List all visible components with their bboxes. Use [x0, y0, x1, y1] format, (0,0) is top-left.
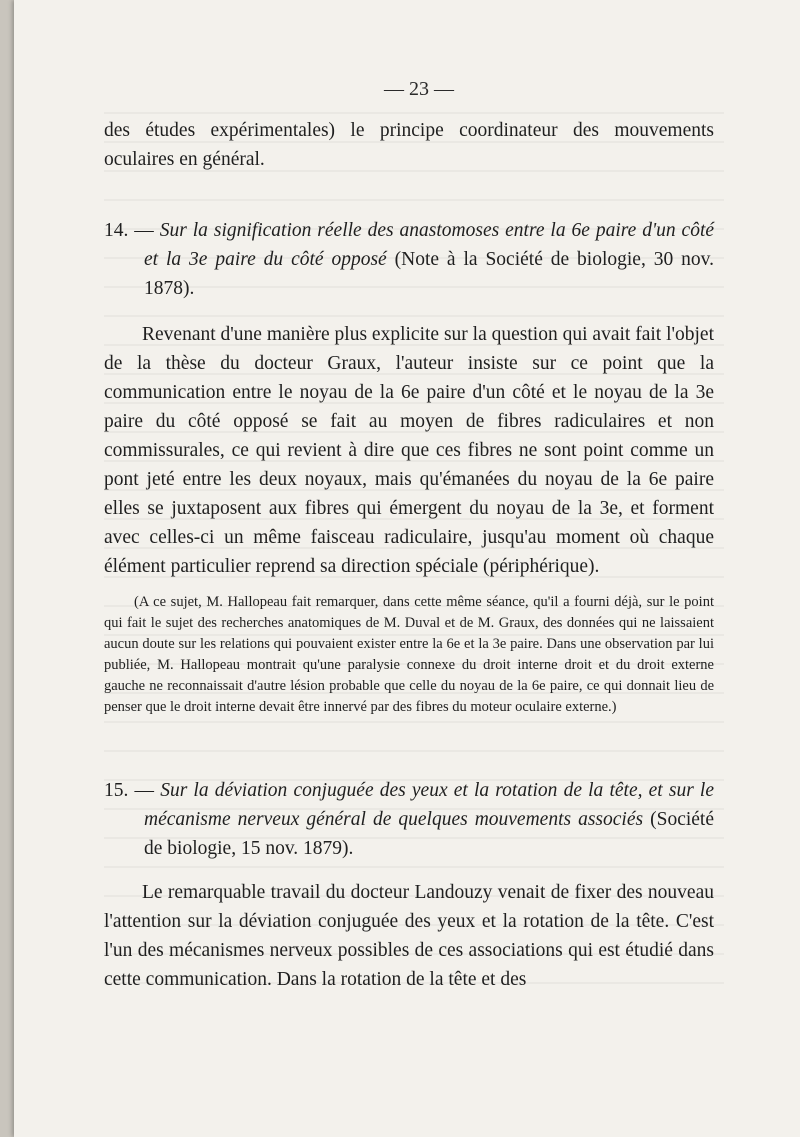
- entry-14-number: 14. —: [104, 220, 154, 241]
- book-gutter: [0, 0, 14, 1137]
- entry-15-source: (Société de biologie, 15 nov. 1879).: [144, 809, 714, 859]
- note-hallopeau: [104, 592, 714, 718]
- continued-paragraph: [104, 116, 714, 174]
- paragraph-entry-14-text: Revenant d'une manière plus explicite sur la question qui avait fait l'objet de la thèse du docteur Graux, l'auteur insiste sur ce point que la communication entre le noyau de la 6e paire d'un côté et le noyau de la 3e paire du côté opposé se fait au moyen de fibres radiculaires et non commissurales, ce qui revient à dire que ces fibres ne sont point comme un pont jeté entre les deux noyaux, mais qu'émanées du noyau de la 6e paire elles se juxtaposent aux fibres qui émergent du noyau de la 3e, et forment avec celles-ci un même faisceau radiculaire, jusqu'au moment où chaque élément particulier reprend sa direction spéciale (périphérique).: [104, 324, 714, 577]
- paragraph-entry-15: [104, 878, 714, 994]
- entry-14-source: (Note à la Société de biologie, 30 nov. 1878).: [144, 249, 714, 299]
- paragraph-entry-14: [104, 320, 714, 581]
- entry-15-title: Sur la déviation conjuguée des yeux et la rotation de la tête, et sur le mécanisme nerveux général de quelques mouvements associés: [144, 780, 715, 830]
- entry-15-number: 15. —: [104, 780, 155, 801]
- note-hallopeau-text: (A ce sujet, M. Hallopeau fait remarquer, dans cette même séance, qu'il a fourni déjà, sur le point qui fait le sujet des recherches anatomiques de M. Duval et de M. Graux, des données qui ne laissaient aucun doute sur les relations qui pouvaient exister entre la 6e et la 3e paire. Dans une observation par lui publiée, M. Hallopeau montrait qu'une paralysie connexe du droit interne droit et du droit externe gauche ne reconnaissait d'autre lésion probable que celle du noyau de la 6e paire, ce qui donnait lieu de penser que le droit interne devait être innervé par des fibres du moteur oculaire externe.): [104, 594, 714, 715]
- book-page: [14, 0, 800, 1137]
- entry-15: [104, 776, 714, 863]
- paragraph-entry-15-text: Le remarquable travail du docteur Landouzy venait de fixer des nouveau l'attention sur la déviation conjuguée des yeux et la rotation de la tête. C'est l'un des mécanismes nerveux possibles de ces associations qui est étudié dans cette communication. Dans la rotation de la tête et des: [104, 882, 714, 990]
- entry-14-title: Sur la signification réelle des anastomoses entre la 6e paire d'un côté et la 3e paire du côté opposé: [144, 220, 715, 270]
- entry-15-text: [104, 776, 714, 863]
- page-number: — 23 —: [384, 78, 454, 100]
- entry-14: [104, 216, 714, 303]
- continued-paragraph-text: des études expérimentales) le principe coordinateur des mouvements oculaires en général.: [104, 120, 714, 170]
- entry-14-text: [104, 216, 714, 303]
